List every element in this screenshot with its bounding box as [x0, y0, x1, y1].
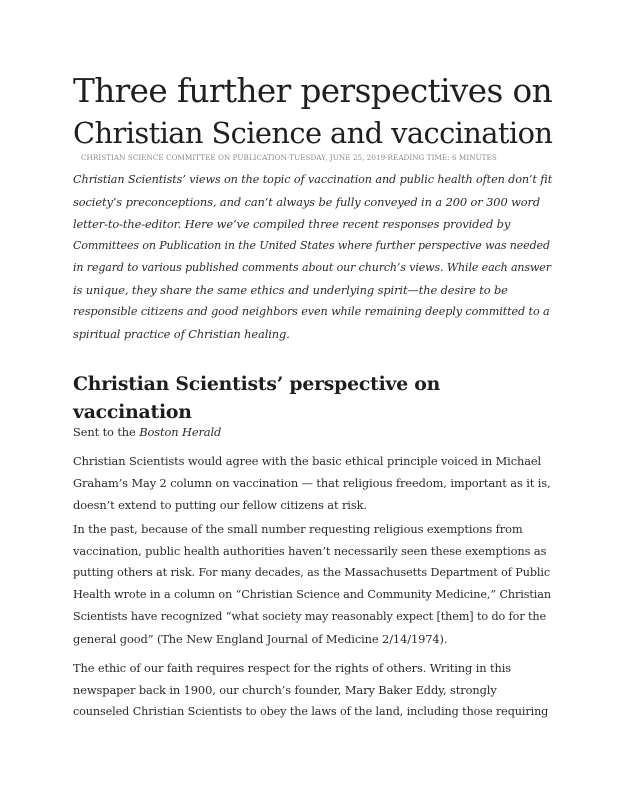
intro-line: society’s preconceptions, and can’t always be fully conveyed in a 200 or 300 word — [73, 195, 541, 209]
body-line: In the past, because of the small number requesting religious exemptions from — [73, 522, 523, 536]
intro-line: in regard to various published comments about our church’s views. While each answer — [73, 261, 551, 274]
page-title — [73, 70, 553, 154]
body-line: general good” (The New England Journal of Medicine 2/14/1974). — [73, 632, 448, 646]
section-heading: Christian Scientists’ perspective on vaccination — [73, 373, 441, 423]
body-line: newspaper back in 1900, our church’s founder, Mary Baker Eddy, strongly — [73, 683, 497, 697]
sent-to-line — [73, 421, 553, 443]
body-line: Christian Scientists would agree with the basic ethical principle voiced in Michael — [73, 454, 542, 468]
body-paragraph — [73, 518, 553, 650]
body-line: vaccination, public health authorities haven’t necessarily seen these exemptions as — [73, 544, 547, 558]
intro-paragraph — [73, 169, 553, 345]
body-line: counseled Christian Scientists to obey the laws of the land, including those requiring — [73, 705, 549, 718]
intro-line: spiritual practice of Christian healing. — [73, 327, 290, 341]
intro-line: is unique, they share the same ethics and underlying spirit—the desire to be — [73, 283, 508, 297]
body-line: Health wrote in a column on “Christian Science and Community Medicine,” Christian — [73, 588, 551, 601]
intro-line: Christian Scientists’ views on the topic of vaccination and public health often don’t fit — [73, 173, 553, 186]
body-line: Graham’s May 2 column on vaccination — that religious freedom, important as it is, — [73, 476, 551, 490]
body-paragraph — [73, 450, 553, 516]
intro-line: responsible citizens and good neighbors even while remaining deeply committed to a — [73, 305, 550, 318]
intro-line: letter-to-the-editor. Here we’ve compiled three recent responses provided by — [73, 217, 511, 231]
body-line: putting others at risk. For many decades, as the Massachusetts Department of Public — [73, 566, 550, 579]
article-meta: CHRISTIAN SCIENCE COMMITTEE ON PUBLICATION·TUESDAY, JUNE 25, 2019·READING TIME: 6 MINUTES — [81, 153, 497, 162]
body-line: doesn’t extend to putting our fellow citizens at risk. — [73, 498, 367, 512]
title-line: Three further perspectives on — [73, 72, 553, 110]
body-line: The ethic of our faith requires respect for the rights of others. Writing in this — [73, 661, 512, 675]
body-paragraph — [73, 657, 553, 723]
publication-name: Boston Herald — [139, 425, 222, 439]
intro-line: Committees on Publication in the United States where further perspective was needed — [73, 239, 550, 252]
body-line: Scientists have recognized “what society may reasonably expect [them] to do for the — [73, 610, 547, 623]
title-line: Christian Science and vaccination — [73, 116, 553, 150]
sent-to-prefix: Sent to the — [73, 425, 140, 439]
